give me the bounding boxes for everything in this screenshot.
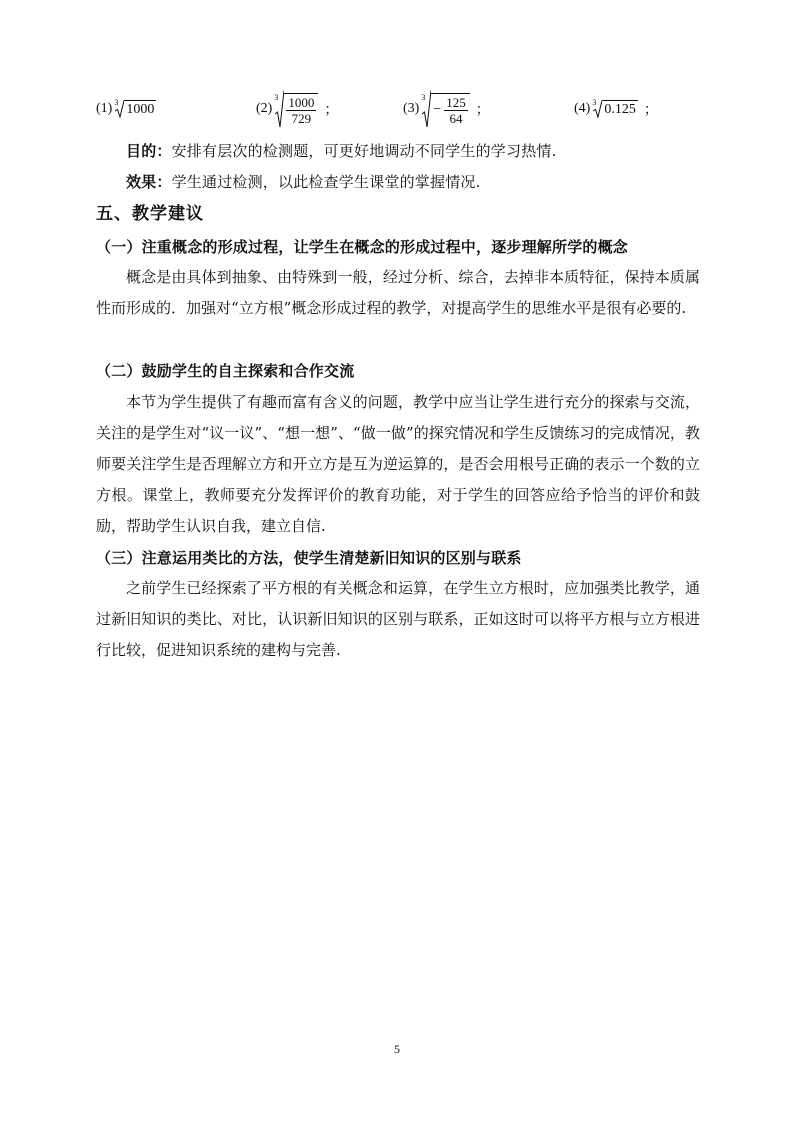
- fraction: [444, 95, 468, 126]
- paragraph-3: 之前学生已经探索了平方根的有关概念和运算，在学生立方根时，应加强类比教学，通过新旧知识的类比、对比，认识新旧知识的区别与联系，正如这时可以将平方根与立方根进行比较，促进知识系统的建构与完善.: [96, 579, 700, 659]
- exercise-number: (3): [403, 101, 420, 116]
- effect-label: 效果：: [126, 173, 172, 191]
- radicand: [431, 93, 469, 126]
- subsection-title-1: （一）注重概念的形成过程，让学生在概念的形成过程中，逐步理解所学的概念: [96, 238, 629, 256]
- purpose-text: 安排有层次的检测题，可更好地调动不同学生的学习热情.: [171, 142, 557, 160]
- exercise-1: [96, 84, 162, 134]
- root-index: 3: [114, 97, 119, 107]
- exercise-number: (1): [96, 101, 113, 116]
- exercise-number: (2): [256, 101, 273, 116]
- subsection-title-2: （二）鼓励学生的自主探索和合作交流: [96, 362, 355, 380]
- separator: ；: [324, 102, 339, 118]
- purpose-line: [126, 141, 557, 161]
- exercise-4: [574, 84, 658, 134]
- purpose-label: 目的：: [126, 142, 172, 160]
- effect-line: [126, 172, 481, 192]
- radicand: 0.125: [604, 102, 636, 117]
- exercise-row: [96, 84, 716, 134]
- subsection-title-3: （三）注意运用类比的方法，使学生清楚新旧知识的区别与联系: [96, 549, 522, 567]
- effect-text: 学生通过检测，以此检查学生课堂的掌握情况.: [171, 173, 481, 191]
- denominator: 729: [291, 110, 312, 126]
- numerator: 125: [446, 94, 466, 110]
- cube-root: [592, 97, 638, 118]
- exercise-3: [403, 84, 490, 134]
- section-title: 五、教学建议: [96, 204, 204, 224]
- cube-root: [114, 97, 156, 118]
- separator: ；: [475, 102, 490, 118]
- exercise-number: (4): [574, 101, 591, 116]
- paragraph-2: 本节为学生提供了有趣而富有含义的问题，教学中应当让学生进行充分的探索与交流，关注的是学生对“议一议”、“想一想”、“做一做”的探究情况和学生反馈练习的完成情况，教师要关注学生是否理解立方和开立方是互为逆运算的，是否会用根号正确的表示一个数的立方根。课堂上，教师要充分发挥评价的教育功能，对于学生的回答应给予恰当的评价和鼓励，帮助学生认识自我，建立自信.: [96, 393, 700, 535]
- root-index: 3: [592, 97, 597, 107]
- cube-root: [274, 90, 318, 128]
- separator: ；: [643, 102, 658, 118]
- page-number: 5: [394, 1042, 400, 1056]
- negative-sign: −: [433, 102, 442, 117]
- cube-root: [421, 90, 469, 128]
- radicand: [284, 93, 318, 126]
- radicand: 1000: [126, 102, 155, 117]
- paragraph-1: 概念是由具体到抽象、由特殊到一般，经过分析、综合，去掉非本质特征，保持本质属性而形成的．加强对“立方根”概念形成过程的教学，对提高学生的思维水平是很有必要的.: [96, 268, 700, 317]
- fraction: [286, 95, 316, 126]
- exercise-2: [256, 84, 338, 134]
- root-index: 3: [274, 92, 279, 102]
- numerator: 1000: [288, 94, 315, 110]
- root-index: 3: [421, 92, 426, 102]
- denominator: 64: [449, 110, 463, 126]
